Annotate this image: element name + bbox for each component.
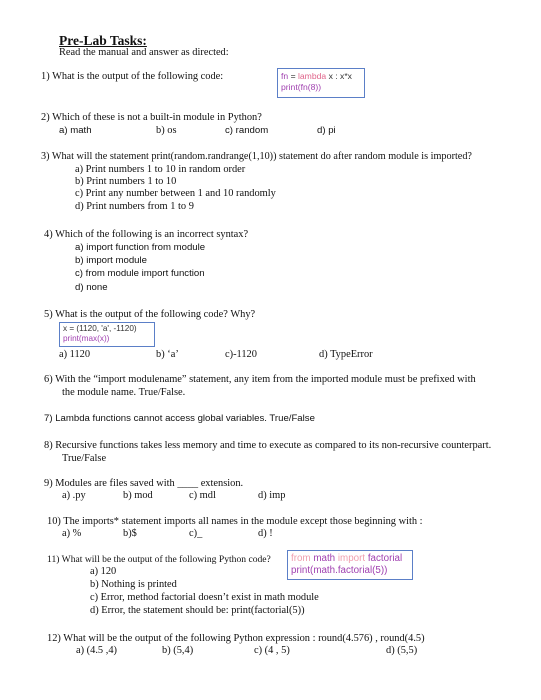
option-b: b) mod bbox=[123, 490, 153, 501]
option-d: d) (5,5) bbox=[386, 645, 418, 656]
question-3: 3) What will the statement print(random.randrange(1,10)) statement do after random module is imported? bbox=[41, 151, 472, 162]
option-d: d) none bbox=[75, 282, 108, 293]
option-c: c)-1120 bbox=[225, 349, 257, 360]
question-2: 2) Which of these is not a built-in module in Python? bbox=[41, 112, 262, 123]
question-6: 6) With the “import modulename” statement, any item from the imported module must be prefixed with bbox=[44, 374, 476, 385]
question-8-cont: True/False bbox=[62, 453, 107, 464]
option-a: a) import function from module bbox=[75, 242, 206, 253]
option-c: c) Print any number between 1 and 10 randomly bbox=[75, 188, 276, 199]
option-b: b) ‘a’ bbox=[156, 349, 179, 360]
option-a: a) 120 bbox=[90, 566, 117, 577]
option-c: c) random bbox=[225, 125, 269, 136]
question-7: 7) Lambda functions cannot access global variables. True/False bbox=[44, 413, 315, 424]
question-1: 1) What is the output of the following code: bbox=[41, 71, 224, 82]
code-line: from math import factorial bbox=[291, 553, 403, 564]
option-c: c) from module import function bbox=[75, 268, 205, 279]
question-11: 11) What will be the output of the following Python code? bbox=[47, 554, 271, 565]
question-6-cont: the module name. True/False. bbox=[62, 387, 186, 398]
option-a: a) Print numbers 1 to 10 in random order bbox=[75, 164, 246, 175]
option-b: b) (5,4) bbox=[162, 645, 194, 656]
question-12: 12) What will be the output of the following Python expression : round(4.576) , round(4.5) bbox=[47, 633, 425, 644]
option-a: a) math bbox=[59, 125, 92, 136]
question-9: 9) Modules are files saved with ____ extension. bbox=[44, 478, 244, 489]
option-a: a) 1120 bbox=[59, 349, 91, 360]
code-line: print(fn(8)) bbox=[281, 82, 322, 92]
option-c: c) mdl bbox=[189, 490, 216, 501]
option-b: b) os bbox=[156, 125, 177, 136]
option-d: d) TypeError bbox=[319, 349, 373, 360]
code-box-5 bbox=[59, 322, 155, 347]
page-subtitle: Read the manual and answer as directed: bbox=[59, 47, 229, 58]
option-c: c)_ bbox=[189, 528, 203, 539]
code-line: print(math.factorial(5)) bbox=[291, 565, 388, 576]
option-b: b) Print numbers 1 to 10 bbox=[75, 176, 177, 187]
option-b: b) import module bbox=[75, 255, 147, 266]
option-a: a) .py bbox=[62, 490, 86, 501]
option-d: d) ! bbox=[258, 528, 273, 539]
option-b: b)$ bbox=[123, 528, 137, 539]
code-line: print(max(x)) bbox=[63, 334, 110, 343]
code-line: x = (1120, 'a', -1120) bbox=[63, 324, 137, 333]
question-5: 5) What is the output of the following code? Why? bbox=[44, 309, 256, 320]
option-d: d) imp bbox=[258, 490, 286, 501]
option-d: d) Error, the statement should be: print(factorial(5)) bbox=[90, 605, 305, 616]
code-box-1 bbox=[277, 68, 365, 98]
question-8: 8) Recursive functions takes less memory and time to execute as compared to its non-recursive counterpart. bbox=[44, 440, 492, 451]
option-a: a) (4.5 ,4) bbox=[76, 645, 117, 656]
option-c: c) Error, method factorial doesn’t exist in math module bbox=[90, 592, 319, 603]
option-d: d) pi bbox=[317, 125, 336, 136]
page-title: Pre-Lab Tasks: bbox=[59, 33, 147, 48]
option-b: b) Nothing is printed bbox=[90, 579, 177, 590]
option-c: c) (4 , 5) bbox=[254, 645, 290, 656]
question-10: 10) The imports* statement imports all names in the module except those beginning with : bbox=[47, 516, 423, 527]
option-a: a) % bbox=[62, 528, 82, 539]
option-d: d) Print numbers from 1 to 9 bbox=[75, 201, 194, 212]
code-box-11 bbox=[287, 550, 413, 580]
question-4: 4) Which of the following is an incorrect syntax? bbox=[44, 229, 249, 240]
code-line: fn = lambda x : x*x bbox=[281, 71, 352, 81]
